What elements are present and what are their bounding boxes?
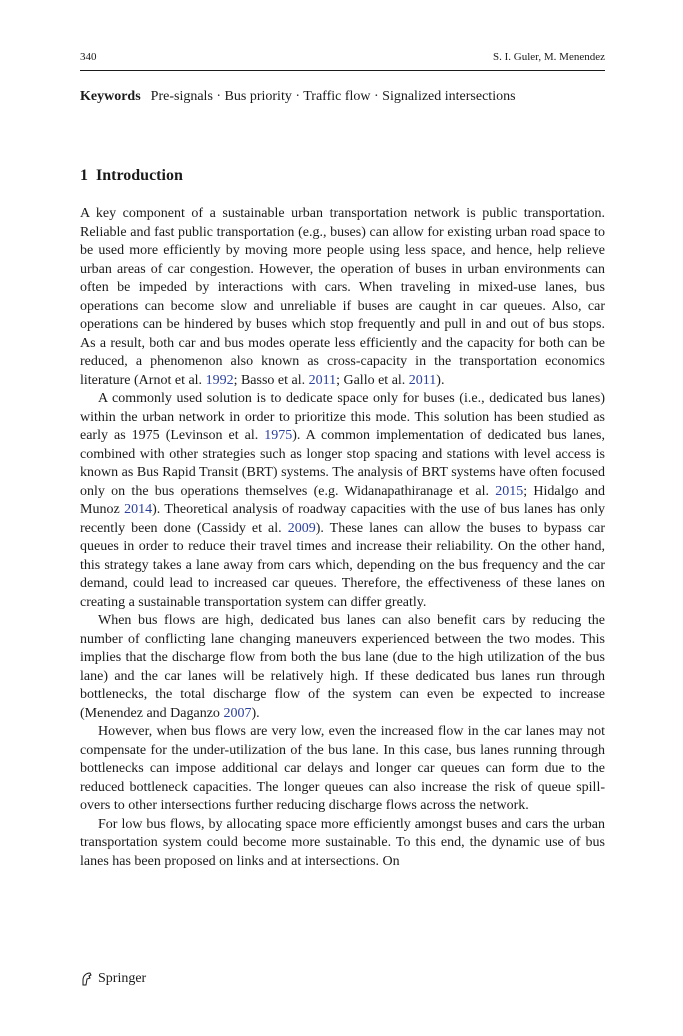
paragraph-text: ; Basso et al. [233, 372, 309, 388]
citation-year-link[interactable]: 1992 [205, 372, 234, 388]
paragraph [80, 390, 605, 612]
springer-horse-icon [80, 972, 94, 986]
paragraph-text: However, when bus flows are very low, even the increased flow in the car lanes may not compensate for the under-utilization of the bus lane. In this case, bus lanes running through bottlenecks can impose additional car delays and longer car queues can form due to the reduced bottleneck capacities. The longer queues can also increase the risk of queue spill-overs to other intersections further reducing discharge flows across the network. [80, 724, 605, 813]
paragraph [80, 205, 605, 390]
paragraph-text: ). [436, 372, 445, 388]
citation-year-link[interactable]: 2011 [408, 372, 437, 388]
citation-year-link[interactable]: 2011 [308, 372, 337, 388]
keywords-line [80, 89, 605, 105]
paragraph-text: ). [251, 705, 260, 721]
paragraph-text: ). These lanes can allow the buses to bypass car queues in order to reduce their travel times and increase their reliability. On the other hand, this strategy takes a lane away from cars which, depending on the bus frequency and the car demand, could lead to increased car queues. Therefore, the effectiveness of these lanes on creating a sustainable transportation system can differ greatly. [80, 520, 606, 610]
paragraph-text: ; Gallo et al. [336, 372, 409, 388]
header-rule [80, 70, 605, 71]
section-title: Introduction [96, 167, 183, 184]
paragraph-text: A commonly used solution is to dedicate space only for buses (i.e., dedicated bus lanes) within the urban network in order to prioritize this mode. This solution has been studied as early as 1975 (Levinson et al. [80, 391, 605, 443]
citation-year-link[interactable]: 2015 [495, 483, 524, 499]
page-number: 340 [80, 51, 97, 63]
citation-year-link[interactable]: 2009 [287, 520, 316, 536]
citation-year-link[interactable]: 2007 [223, 705, 252, 721]
body-text [80, 205, 605, 871]
citation-year-link[interactable]: 1975 [264, 428, 293, 443]
citation-year-link[interactable]: 2014 [124, 502, 153, 517]
keywords-terms: Pre-signals · Bus priority · Traffic flow · Signalized intersections [150, 89, 516, 104]
paragraph-text: ; Hidalgo and Munoz [80, 483, 605, 517]
paragraph [80, 816, 605, 872]
running-head [80, 51, 605, 63]
section-heading [80, 167, 183, 185]
section-number: 1 [80, 167, 88, 184]
paragraph-text: ). A common implementation of dedicated bus lanes, combined with other strategies such as longer stop spacing and stations with level access is known as Bus Rapid Transit (BRT) systems. The analysis of BRT systems have often focused only on the bus operations themselves (e.g. Widanapathiranage et al. [80, 428, 605, 499]
publisher-footer [80, 971, 146, 987]
paragraph [80, 612, 605, 723]
paragraph-text: A key component of a sustainable urban transportation network is public transportation. Reliable and fast public transportation (e.g., buses) can allow for existing urban road space to be used more efficiently by moving more people using less space, and hence, help relieve urban areas of car congestion. However, the operation of buses in urban environments can often be impeded by interactions with cars. When traveling in mixed-use lanes, bus operations can become slow and unreliable if buses are caught in car queues. Also, car operations can be hindered by buses which stop frequently and pull in and out of bus stops. As a result, both car and bus modes operate less efficiently and the capacity for both can be reduced, a phenomenon also known as cross-capacity in the transportation economics literature (Arnot et al. [80, 206, 605, 388]
keywords-label: Keywords [80, 89, 141, 104]
paragraph-text: ). Theoretical analysis of roadway capacities with the use of bus lanes has only recently been done (Cassidy et al. [80, 502, 605, 536]
author-names: S. I. Guler, M. Menendez [493, 51, 605, 63]
paragraph-text: For low bus flows, by allocating space more efficiently amongst buses and cars the urban transportation system could become more sustainable. To this end, the dynamic use of bus lanes has been proposed on links and at intersections. On [80, 816, 605, 869]
paragraph-text: When bus flows are high, dedicated bus lanes can also benefit cars by reducing the number of conflicting lane changing maneuvers experienced between the two modes. This implies that the discharge flow from both the bus lane (due to the high utilization of the bus lane) and the car lanes will be relatively high. If these dedicated bus lanes run through bottlenecks, the total discharge flow of the system can even be expected to increase (Menendez and Daganzo [80, 613, 605, 721]
paragraph [80, 723, 605, 816]
publisher-name: Springer [98, 971, 147, 986]
